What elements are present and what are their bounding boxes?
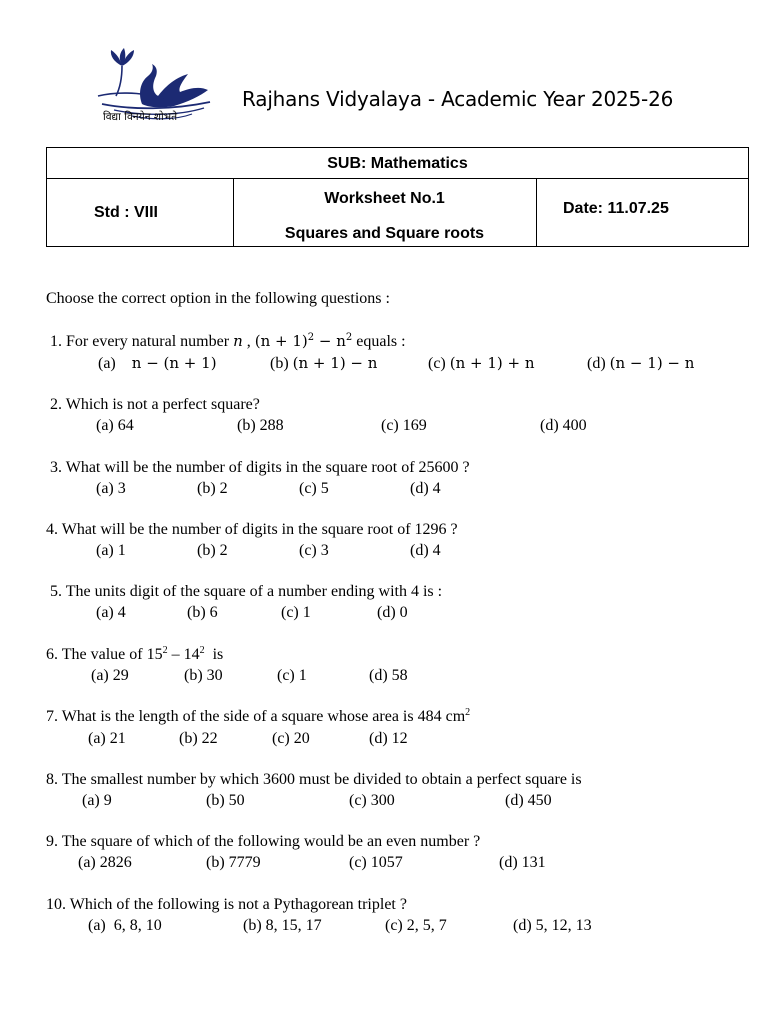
q6-post: is xyxy=(204,646,224,663)
question-8: 8. The smallest number by which 3600 must be divided to obtain a perfect square is xyxy=(46,771,582,788)
q8-option-a[interactable]: (a) 9 xyxy=(82,792,112,809)
q6-option-d[interactable]: (d) 58 xyxy=(369,667,408,684)
topic-label: Squares and Square roots xyxy=(284,225,485,242)
q2-option-c[interactable]: (c) 169 xyxy=(381,417,427,434)
q10-option-d[interactable]: (d) 5, 12, 13 xyxy=(513,917,592,934)
q7-option-a[interactable]: (a) 21 xyxy=(88,730,126,747)
q7-exp: 2 xyxy=(465,707,471,718)
q8-option-c[interactable]: (c) 300 xyxy=(349,792,395,809)
date-label: Date: 11.07.25 xyxy=(563,200,669,217)
question-9: 9. The square of which of the following would be an even number ? xyxy=(46,833,481,850)
q5-option-b[interactable]: (b) 6 xyxy=(187,604,218,621)
question-3: 3. What will be the number of digits in the square root of 25600 ? xyxy=(50,459,470,476)
q2-option-b[interactable]: (b) 288 xyxy=(237,417,284,434)
table-rule-vertical-2 xyxy=(536,178,537,247)
q1-option-c-expr: (n + 1) + n xyxy=(449,354,535,372)
q1-option-b[interactable] xyxy=(270,354,377,373)
q1-prefix: 1. For every natural number xyxy=(50,333,230,350)
q6-exp1: 2 xyxy=(162,645,168,656)
q4-option-c[interactable]: (c) 3 xyxy=(299,542,329,559)
q10-option-a[interactable]: (a) 6, 8, 10 xyxy=(88,917,162,934)
q7-option-b[interactable]: (b) 22 xyxy=(179,730,218,747)
question-2: 2. Which is not a perfect square? xyxy=(50,396,260,413)
question-5: 5. The units digit of the square of a number ending with 4 is : xyxy=(50,583,443,600)
question-4: 4. What will be the number of digits in the square root of 1296 ? xyxy=(46,521,458,538)
q1-suffix: equals : xyxy=(356,333,406,350)
q1-option-c[interactable] xyxy=(428,354,535,373)
q4-option-b[interactable]: (b) 2 xyxy=(197,542,228,559)
q9-option-b[interactable]: (b) 7779 xyxy=(206,854,261,871)
q9-option-c[interactable]: (c) 1057 xyxy=(349,854,403,871)
q3-option-b[interactable]: (b) 2 xyxy=(197,480,228,497)
q7-option-d[interactable]: (d) 12 xyxy=(369,730,408,747)
q10-option-b[interactable]: (b) 8, 15, 17 xyxy=(243,917,322,934)
q9-option-a[interactable]: (a) 2826 xyxy=(78,854,132,871)
q1-minus: − n xyxy=(314,332,346,350)
q1-exp-b: 2 xyxy=(345,332,353,343)
q6-mid: – 14 xyxy=(167,646,200,663)
q1-option-a[interactable] xyxy=(98,354,217,373)
question-7 xyxy=(46,708,470,726)
q7-option-c[interactable]: (c) 20 xyxy=(272,730,310,747)
q6-option-c[interactable]: (c) 1 xyxy=(277,667,307,684)
q1-option-d-label: (d) xyxy=(587,355,606,372)
q1-expr xyxy=(255,332,353,350)
q1-option-b-label: (b) xyxy=(270,355,289,372)
q3-option-a[interactable]: (a) 3 xyxy=(96,480,126,497)
school-motto: विद्या विनयेन शोभते xyxy=(103,111,178,123)
question-10: 10. Which of the following is not a Pythagorean triplet ? xyxy=(46,896,407,913)
q1-option-d-expr: (n − 1) − n xyxy=(609,354,695,372)
q3-option-c[interactable]: (c) 5 xyxy=(299,480,329,497)
q1-option-d[interactable] xyxy=(587,354,694,373)
q8-option-d[interactable]: (d) 450 xyxy=(505,792,552,809)
q1-option-a-expr: n − (n + 1) xyxy=(131,354,217,372)
q1-option-a-label: (a) xyxy=(98,355,116,372)
q6-exp2: 2 xyxy=(199,645,205,656)
q1-exp-a: 2 xyxy=(307,332,315,343)
q10-option-c[interactable]: (c) 2, 5, 7 xyxy=(385,917,447,934)
q1-option-b-expr: (n + 1) − n xyxy=(292,354,378,372)
q1-option-c-label: (c) xyxy=(428,355,446,372)
q3-option-d[interactable]: (d) 4 xyxy=(410,480,441,497)
q1-expr-a: (n + 1) xyxy=(254,332,308,350)
q8-option-b[interactable]: (b) 50 xyxy=(206,792,245,809)
q5-option-a[interactable]: (a) 4 xyxy=(96,604,126,621)
standard-label: Std : VIII xyxy=(94,204,158,221)
q2-option-d[interactable]: (d) 400 xyxy=(540,417,587,434)
table-rule-horizontal xyxy=(46,178,749,179)
q5-option-d[interactable]: (d) 0 xyxy=(377,604,408,621)
q4-option-d[interactable]: (d) 4 xyxy=(410,542,441,559)
q7-text: 7. What is the length of the side of a square whose area is 484 cm xyxy=(46,708,466,725)
worksheet-label: Worksheet No.1 xyxy=(324,190,445,207)
question-6 xyxy=(46,646,223,664)
q5-option-c[interactable]: (c) 1 xyxy=(281,604,311,621)
q6-option-a[interactable]: (a) 29 xyxy=(91,667,129,684)
instructions: Choose the correct option in the following questions : xyxy=(46,290,390,307)
q2-option-a[interactable]: (a) 64 xyxy=(96,417,134,434)
school-title: Rajhans Vidyalaya - Academic Year 2025-26 xyxy=(242,87,674,111)
q6-option-b[interactable]: (b) 30 xyxy=(184,667,223,684)
q1-var: n xyxy=(233,332,243,350)
q4-option-a[interactable]: (a) 1 xyxy=(96,542,126,559)
subject-label: SUB: Mathematics xyxy=(327,155,468,172)
question-1: 1. For every natural number n , $(n + 1)^2 - n^2$ equals : xyxy=(50,332,406,350)
q9-option-d[interactable]: (d) 131 xyxy=(499,854,546,871)
q6-pre: 6. The value of 15 xyxy=(46,646,163,663)
